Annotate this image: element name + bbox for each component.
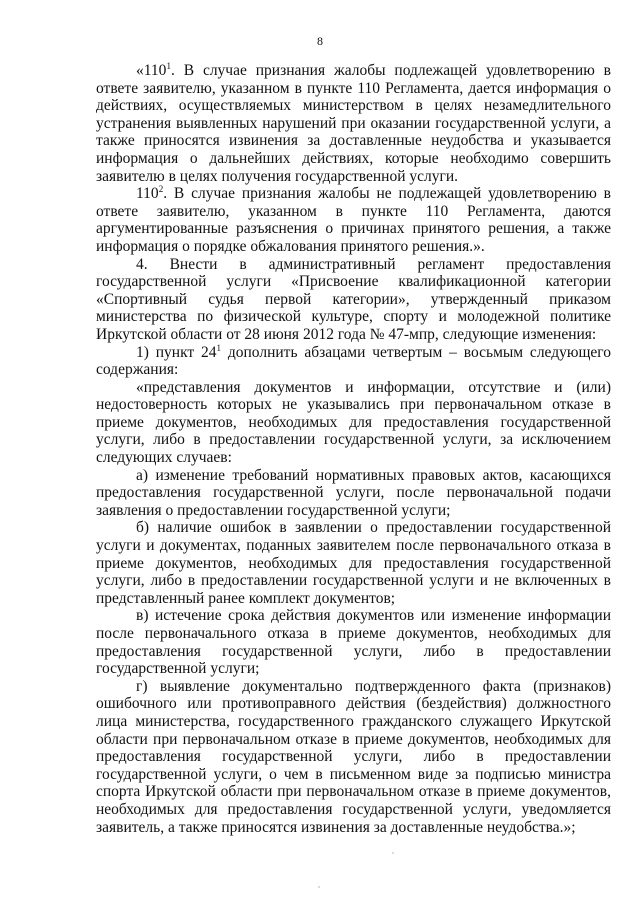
paragraph-110-2 bbox=[96, 185, 611, 255]
paragraph-text: дополнить абзацами четвертым – восьмым следующего содержания: bbox=[96, 343, 611, 379]
paragraph-110-1 bbox=[96, 62, 611, 185]
paragraph-text: . В случае признания жалобы подлежащей удовлетворению в ответе заявителю, указанном в пункте 110 Регламента, дается информация о действиях, осуществляемых министерством в целях незамедлительного устранения выявленных нарушений при оказании государственной услуги, а также приносятся извинения за доставленные неудобства и указывается информация о дальнейших действиях, которые необходимо совершить заявителю в целях получения государственной услуги. bbox=[96, 62, 611, 185]
paragraph-text: г) выявление документально подтвержденного факта (признаков) ошибочного или противоправного действия (бездействия) должностного лица министерства, государственного гражданского служащего Иркутской области при первоначальном отказе в приеме документов, необходимых для предоставления государственной услуги, либо в предоставлении государственной услуги, о чем в письменном виде за подписью министра спорта Иркутской области при первоначальном отказе в приеме документов, необходимых для предоставления государственной услуги, уведомляется заявитель, а также приносятся извинения за доставленные неудобства.»; bbox=[96, 677, 611, 836]
superscript: 2 bbox=[158, 184, 164, 195]
paragraph-text: 110 bbox=[136, 185, 159, 203]
paragraph-subitem-1 bbox=[96, 344, 611, 379]
paragraph-text: «представления документов и информации, отсутствие и (или) недостоверность которых не указывались при первоначальном отказе в приеме документов, необходимых для предоставления государственной услуги, либо в предоставлении государственной услуги, за исключением следующих случаев: bbox=[96, 378, 611, 467]
superscript: 1 bbox=[216, 342, 222, 353]
paragraph-text: 1) пункт 24 bbox=[136, 343, 217, 361]
paragraph-quote-intro bbox=[96, 379, 611, 467]
paragraph-item-4 bbox=[96, 256, 611, 344]
paragraph-case-b bbox=[96, 519, 611, 607]
paragraph-text: «110 bbox=[136, 62, 167, 79]
scan-speck bbox=[392, 852, 394, 854]
document-body bbox=[96, 62, 611, 836]
paragraph-case-a bbox=[96, 467, 611, 520]
paragraph-text: б) наличие ошибок в заявлении о предоставлении государственной услуги и документах, поданных заявителем после первоначального отказа в приеме документов, необходимых для предоставления государственной услуги, либо в предоставлении государственной услуги и не включенных в представленный ранее комплект документов; bbox=[96, 519, 611, 607]
superscript: 1 bbox=[166, 61, 171, 71]
page-number: 8 bbox=[317, 34, 323, 48]
paragraph-text: 4. Внести в административный регламент предоставления государственной услуги «Присвоение квалификационной категории «Спортивный судья первой категории», утвержденный приказом министерства по физической культуре, спорту и молодежной политике Иркутской области от 28 июня 2012 года № 47-мпр, следующие изменения: bbox=[96, 255, 611, 343]
paragraph-text: а) изменение требований нормативных правовых актов, касающихся предоставления государственной услуги, после первоначальной подачи заявления о предоставлении государственной услуги; bbox=[96, 466, 611, 519]
paragraph-text: . В случае признания жалобы не подлежащей удовлетворению в ответе заявителю, указанном в пункте 110 Регламента, даются аргументированные разъяснения о причинах принятого решения, а также информация о порядке обжалования принятого решения.». bbox=[96, 185, 611, 255]
paragraph-case-v bbox=[96, 607, 611, 677]
scan-speck bbox=[318, 886, 320, 888]
paragraph-text: в) истечение срока действия документов или изменение информации после первоначального отказа в приеме документов, необходимых для предоставления государственной услуги, либо в предоставлении государственной услуги; bbox=[96, 607, 611, 678]
paragraph-case-g bbox=[96, 678, 611, 836]
